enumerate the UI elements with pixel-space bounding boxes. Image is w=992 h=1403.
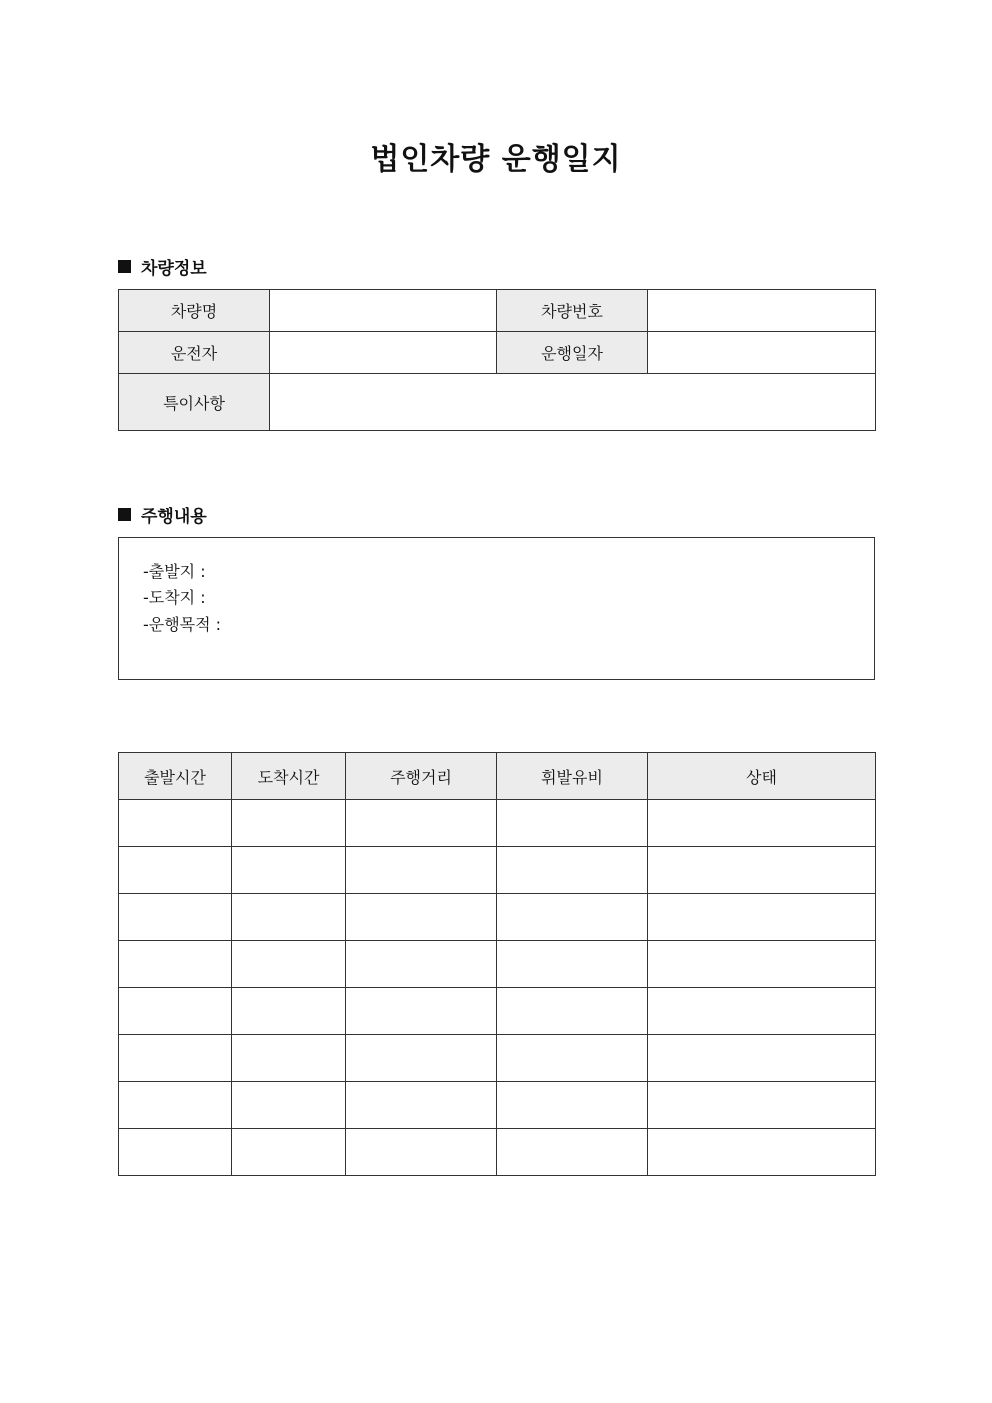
table-cell[interactable] — [232, 894, 346, 941]
table-cell[interactable] — [346, 800, 497, 847]
vehicle-info-heading — [118, 254, 207, 279]
vehicle-info-table — [118, 289, 876, 431]
table-cell[interactable] — [119, 1035, 232, 1082]
table-cell[interactable] — [232, 1082, 346, 1129]
table-cell[interactable] — [648, 800, 876, 847]
table-cell[interactable] — [497, 800, 648, 847]
drive-date-field[interactable] — [648, 332, 876, 374]
table-cell[interactable] — [119, 988, 232, 1035]
document-title: 법인차량 운행일지 — [370, 142, 622, 177]
table-row — [119, 332, 876, 374]
table-cell[interactable] — [346, 1082, 497, 1129]
table-cell[interactable] — [119, 800, 232, 847]
status-header: 상태 — [648, 753, 876, 800]
table-cell[interactable] — [232, 988, 346, 1035]
table-cell[interactable] — [119, 1129, 232, 1176]
table-cell[interactable] — [648, 894, 876, 941]
table-cell[interactable] — [648, 941, 876, 988]
table-cell[interactable] — [119, 941, 232, 988]
table-cell[interactable] — [648, 1035, 876, 1082]
table-cell[interactable] — [232, 941, 346, 988]
table-cell[interactable] — [346, 988, 497, 1035]
notes-label: 특이사항 — [119, 374, 270, 431]
table-cell[interactable] — [497, 1082, 648, 1129]
departure-line: -출발지 : — [143, 562, 206, 581]
purpose-line: -운행목적 : — [143, 615, 222, 634]
table-cell[interactable] — [232, 800, 346, 847]
table-cell[interactable] — [232, 847, 346, 894]
arrival-time-header: 도착시간 — [232, 753, 346, 800]
vehicle-info-heading-text: 차량정보 — [141, 259, 207, 279]
square-bullet-icon — [118, 508, 131, 521]
table-cell[interactable] — [497, 1035, 648, 1082]
table-cell[interactable] — [119, 894, 232, 941]
table-row — [119, 941, 876, 988]
vehicle-number-field[interactable] — [648, 290, 876, 332]
fuel-cost-header: 휘발유비 — [497, 753, 648, 800]
table-header-row — [119, 753, 876, 800]
table-cell[interactable] — [346, 1035, 497, 1082]
drive-log-table — [118, 752, 876, 1176]
table-cell[interactable] — [232, 1129, 346, 1176]
table-cell[interactable] — [119, 1082, 232, 1129]
vehicle-name-label: 차량명 — [119, 290, 270, 332]
departure-time-header: 출발시간 — [119, 753, 232, 800]
table-cell[interactable] — [648, 847, 876, 894]
table-cell[interactable] — [648, 1082, 876, 1129]
drive-content-box[interactable] — [118, 537, 875, 680]
arrival-line: -도착지 : — [143, 588, 206, 607]
table-row — [119, 374, 876, 431]
distance-header: 주행거리 — [346, 753, 497, 800]
table-cell[interactable] — [497, 847, 648, 894]
drive-date-label: 운행일자 — [497, 332, 648, 374]
table-cell[interactable] — [497, 894, 648, 941]
table-cell[interactable] — [346, 941, 497, 988]
table-cell[interactable] — [346, 847, 497, 894]
table-row — [119, 290, 876, 332]
table-row — [119, 988, 876, 1035]
table-cell[interactable] — [648, 988, 876, 1035]
table-cell[interactable] — [232, 1035, 346, 1082]
table-row — [119, 800, 876, 847]
square-bullet-icon — [118, 260, 131, 273]
table-row — [119, 1035, 876, 1082]
drive-content-heading-text: 주행내용 — [141, 507, 207, 527]
drive-content-heading — [118, 502, 207, 527]
table-row — [119, 847, 876, 894]
table-row — [119, 1082, 876, 1129]
notes-field[interactable] — [270, 374, 876, 431]
vehicle-number-label: 차량번호 — [497, 290, 648, 332]
vehicle-name-field[interactable] — [270, 290, 497, 332]
table-row — [119, 894, 876, 941]
table-cell[interactable] — [346, 894, 497, 941]
driver-label: 운전자 — [119, 332, 270, 374]
driver-field[interactable] — [270, 332, 497, 374]
table-row — [119, 1129, 876, 1176]
table-cell[interactable] — [497, 941, 648, 988]
table-cell[interactable] — [648, 1129, 876, 1176]
table-cell[interactable] — [497, 1129, 648, 1176]
table-cell[interactable] — [497, 988, 648, 1035]
table-cell[interactable] — [119, 847, 232, 894]
table-cell[interactable] — [346, 1129, 497, 1176]
